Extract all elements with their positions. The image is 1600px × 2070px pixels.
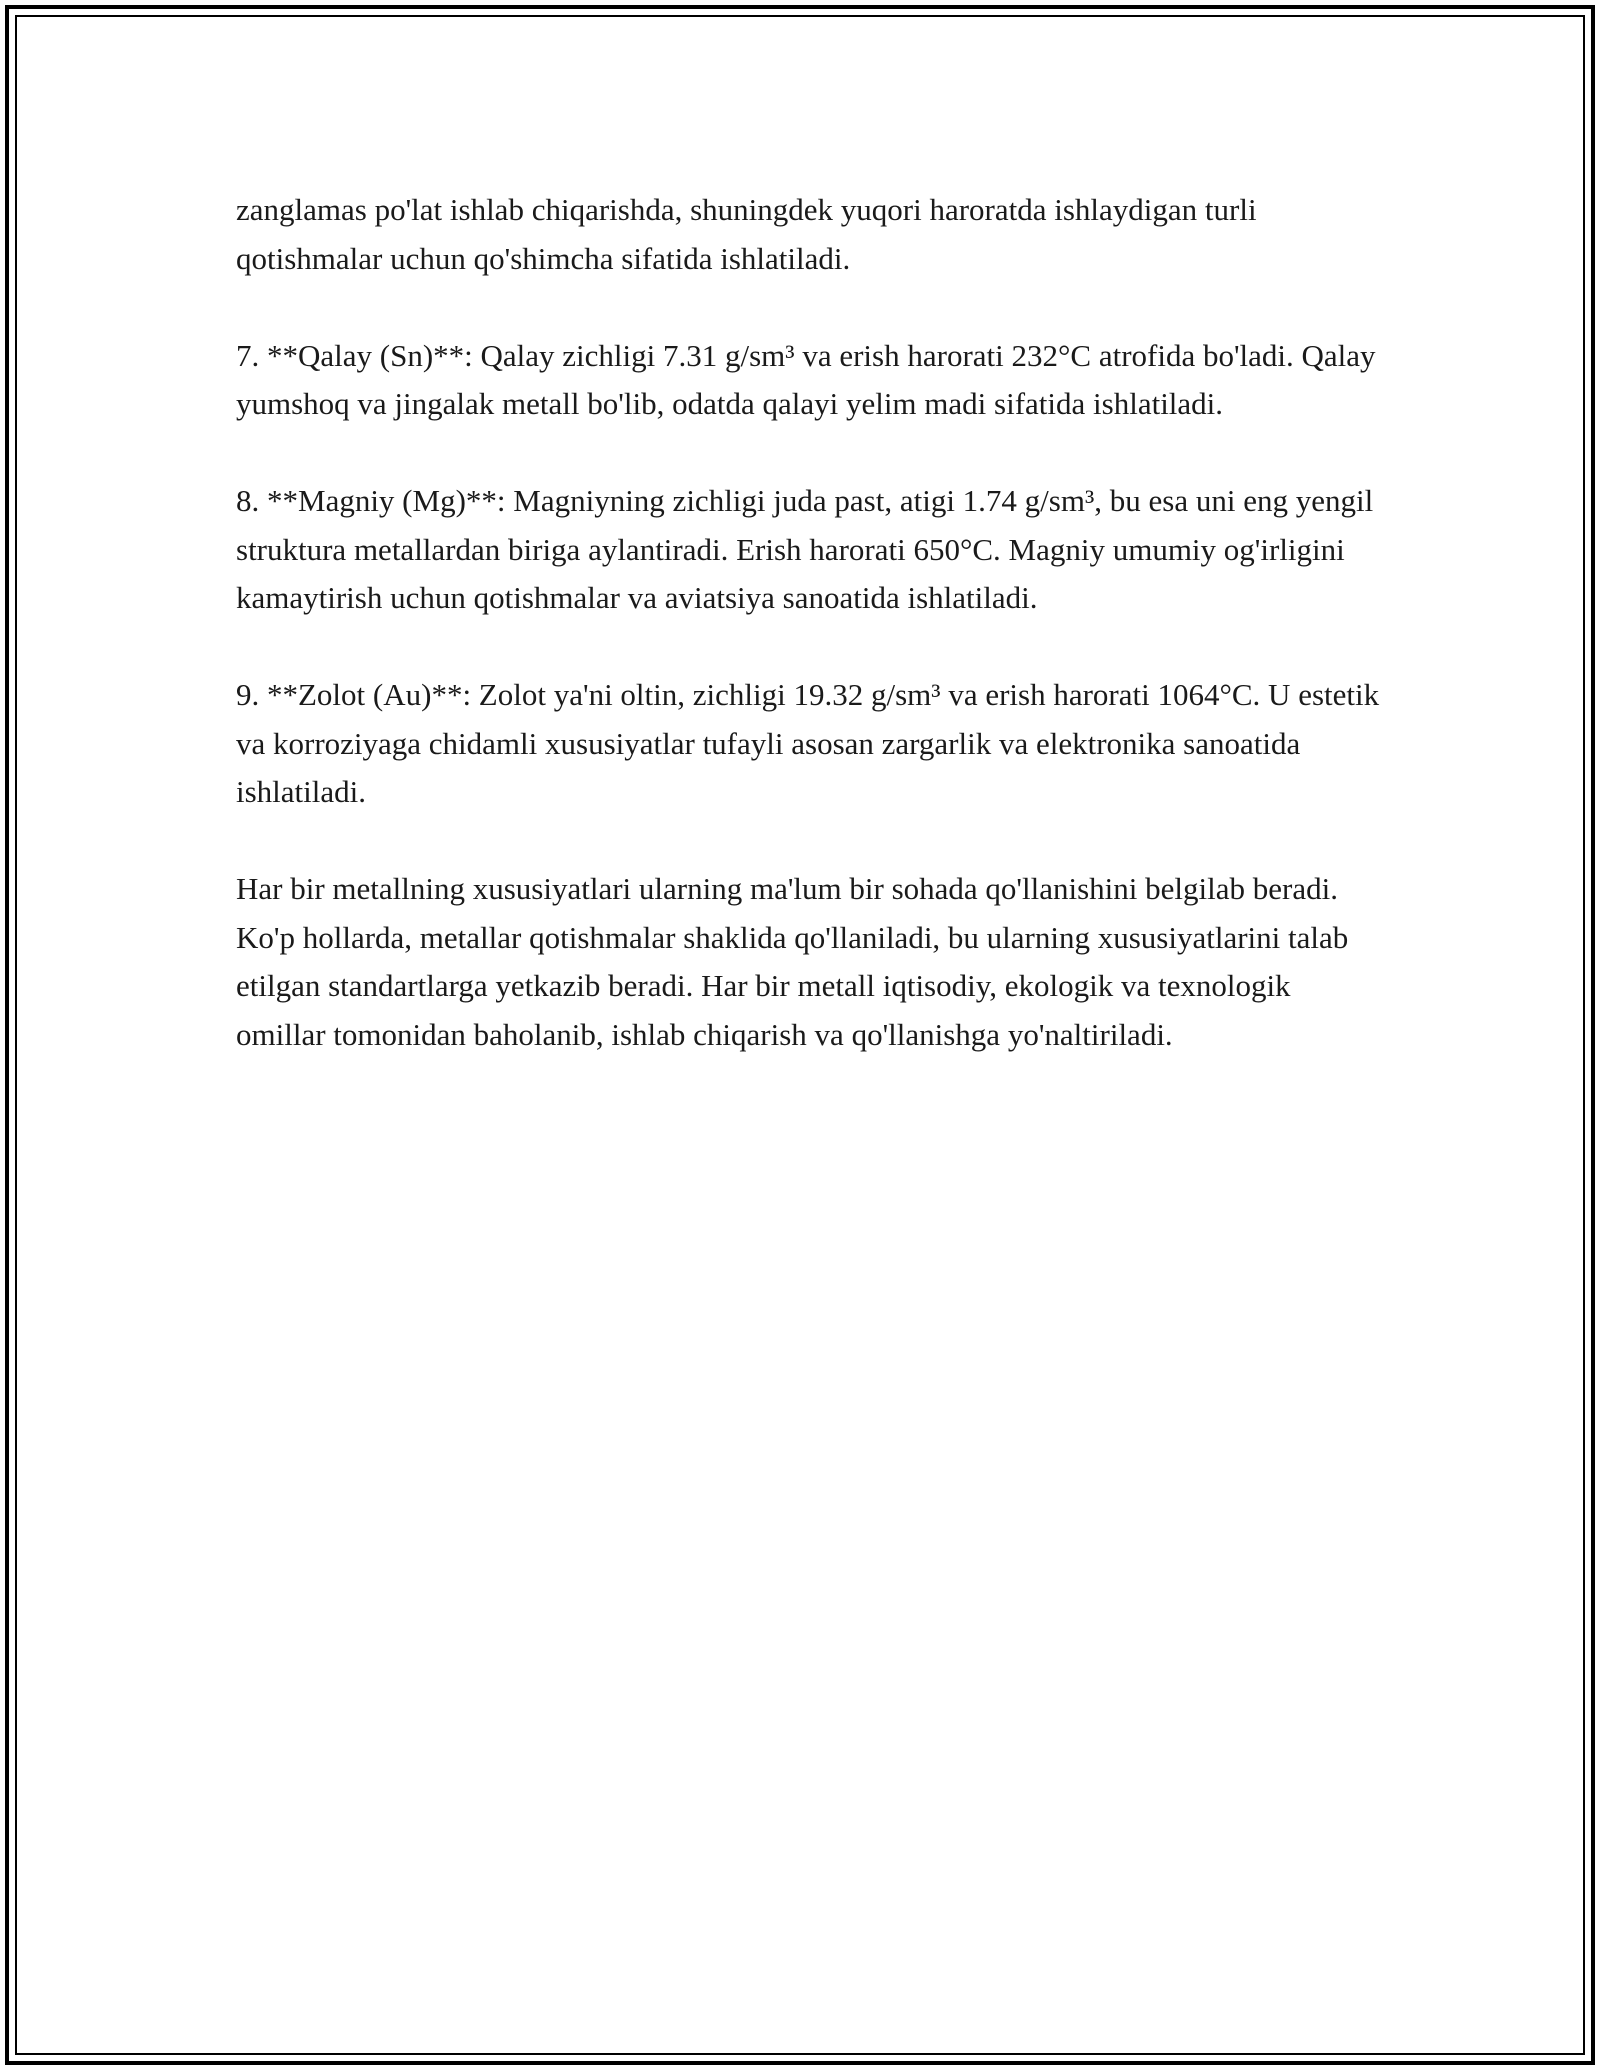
paragraph-intro-continuation: zanglamas po'lat ishlab chiqarishda, shuningdek yuqori haroratda ishlaydigan turli qotishmalar uchun qo'shimcha sifatida ishlatiladi. [236, 192, 1257, 276]
document-body [236, 186, 1386, 1108]
paragraph-magnesium: 8. **Magniy (Mg)**: Magniyning zichligi juda past, atigi 1.74 g/sm³, bu esa uni eng yengil struktura metallardan biriga aylantiradi. Erish harorati 650°C. Magniy umumiy og'irligini kamaytirish uchun qotishmalar va aviatsiya sanoatida ishlatiladi. [236, 483, 1374, 615]
paragraph-tin: 7. **Qalay (Sn)**: Qalay zichligi 7.31 g/sm³ va erish harorati 232°C atrofida bo'ladi. Qalay yumshoq va jingalak metall bo'lib, odatda qalayi yelim madi sifatida ishlatiladi. [236, 337, 1376, 421]
paragraph-conclusion: Har bir metallning xususiyatlari ularning ma'lum bir sohada qo'llanishini belgilab beradi. Ko'p hollarda, metallar qotishmalar shaklida qo'llaniladi, bu ularning xususiyatlarini talab etilgan standartlarga yetkazib beradi. Har bir metall iqtisodiy, ekologik va texnologik omillar tomonidan baholanib, ishlab chiqarish va qo'llanishga yo'naltiriladi. [236, 871, 1349, 1052]
paragraph-gold: 9. **Zolot (Au)**: Zolot ya'ni oltin, zichligi 19.32 g/sm³ va erish harorati 1064°C. U estetik va korroziyaga chidamli xususiyatlar tufayli asosan zargarlik va elektronika sanoatida ishlatiladi. [236, 677, 1380, 809]
